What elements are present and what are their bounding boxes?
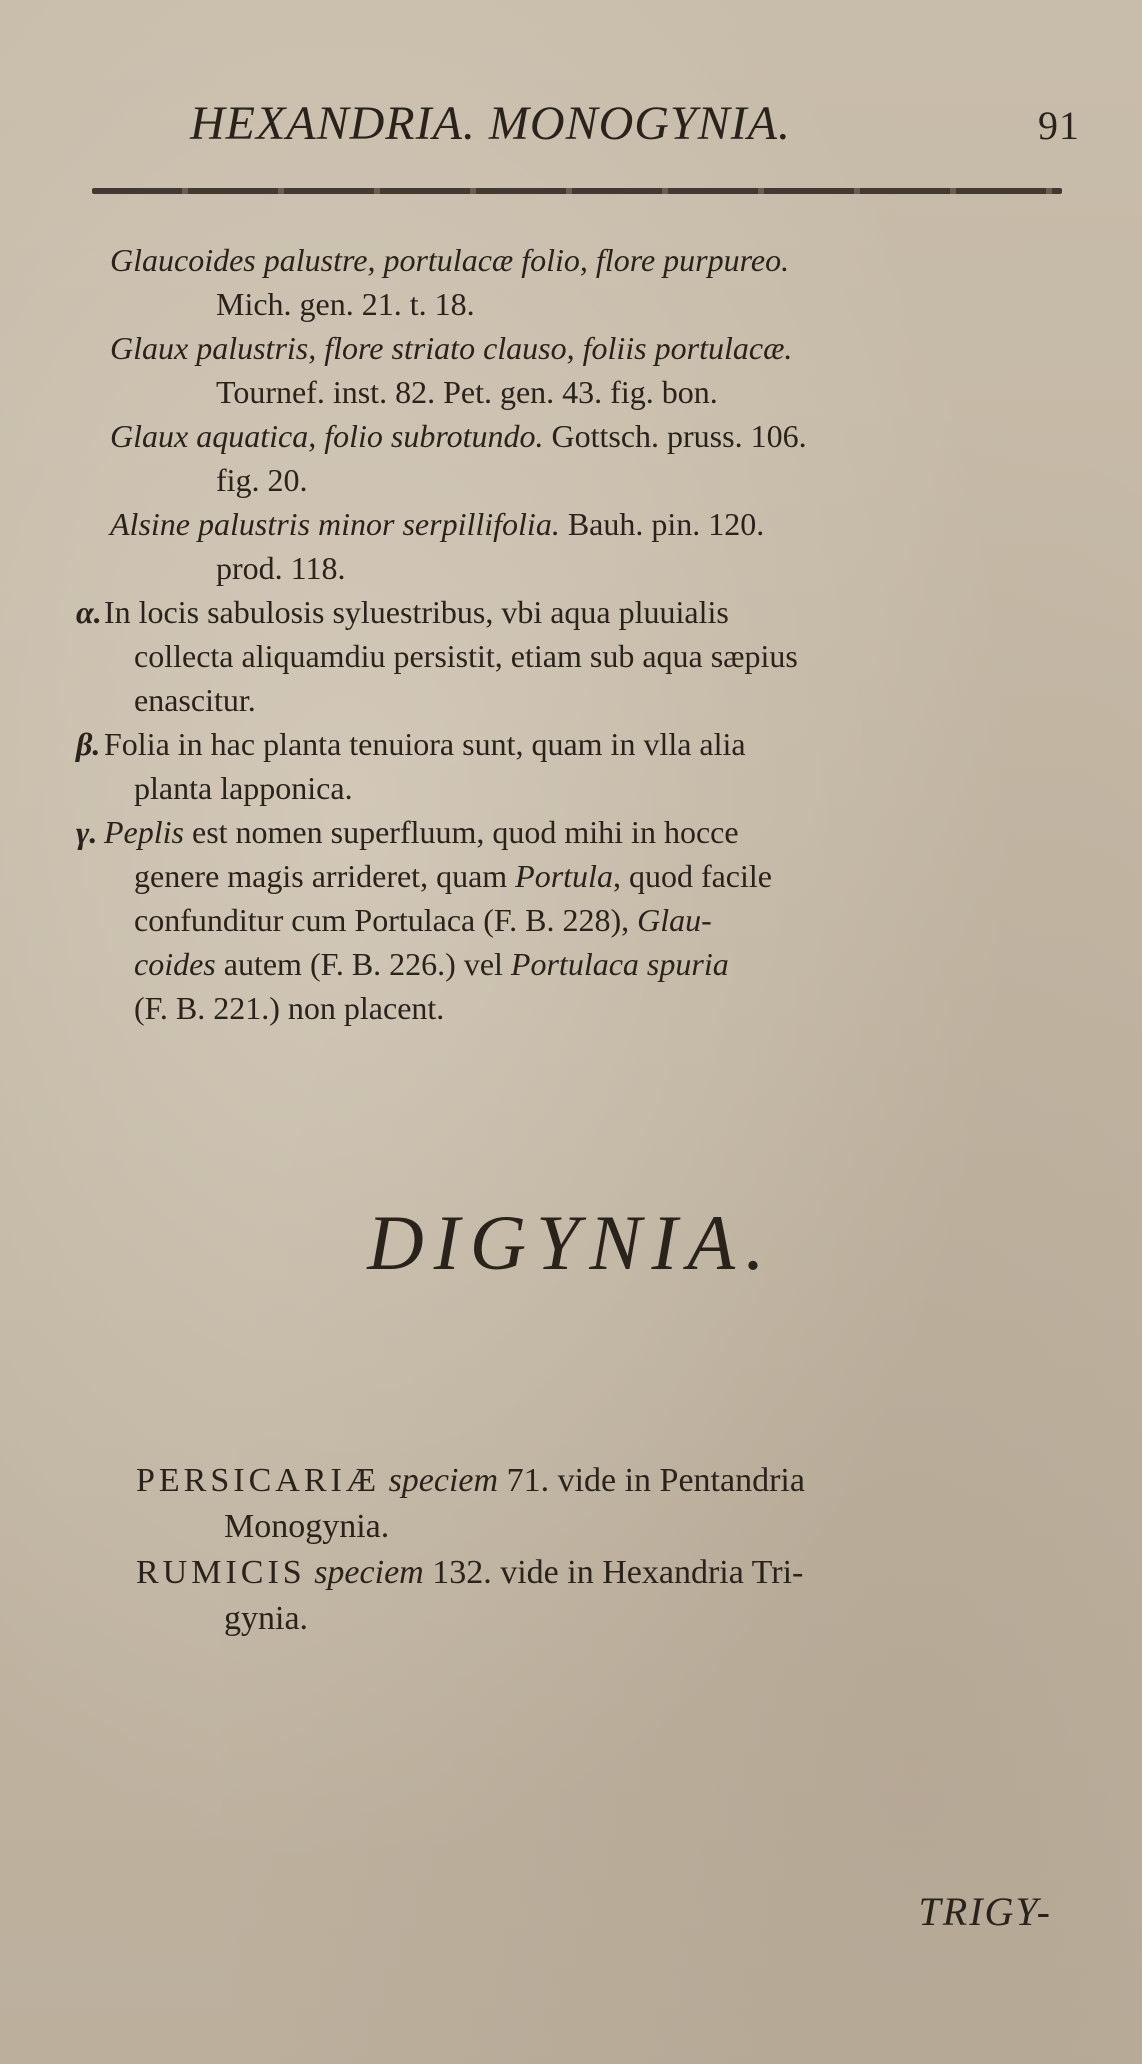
cross-reference: PERSICARIÆ speciem 71. vide in Pentandria Monogynia. [136,1462,805,1545]
genus-name: RUMICIS [136,1554,306,1591]
synonym-reference: Mich. gen. 21. t. 18. [216,286,475,322]
synonym-name: Glaux palustris, flore striato clauso, foliis portulacæ. [110,330,793,366]
note-symbol: γ. [76,814,98,850]
genus-name: PERSICARIÆ [136,1462,381,1499]
running-header [190,96,1080,166]
note-beta: β. Folia in hac planta tenuiora sunt, quam in vlla alia planta lapponica. [110,722,1070,810]
synonym-reference-inline: Bauh. pin. 120. [567,506,765,542]
synonym-entry [110,238,1070,326]
synonym-entry [110,502,1070,590]
catchword: TRIGY- [918,1889,1052,1934]
synonym-name: Glaucoides palustre, portulacæ folio, flore purpureo. [110,242,790,278]
section-title: DIGYNIA. [367,1199,775,1286]
note-symbol: β. [76,726,101,762]
synonym-name: Alsine palustris minor serpillifolia. [110,506,560,542]
cross-references [136,1458,1066,1642]
note-gamma: γ. Peplis est nomen superfluum, quod mihi in hocce genere magis arrideret, quam Portula, quod facile confunditur cum Portulaca (F. B. 228), Glau- coides autem (F. B. 226.) vel Portulaca spuria (F. B. 221.) non placent. [110,810,1070,1030]
synonym-name: Glaux aquatica, folio subrotundo. [110,418,544,454]
header-rule [92,188,1062,194]
synonym-reference: Tournef. inst. 82. Pet. gen. 43. fig. bon. [216,374,718,410]
synonym-reference: prod. 118. [216,550,346,586]
synonym-entry [110,326,1070,414]
synonym-list [76,238,1070,1030]
cross-reference: RUMICIS speciem 132. vide in Hexandria Tri- gynia. [136,1554,804,1637]
note-symbol: α. [76,594,102,630]
synonym-reference-inline: Gottsch. pruss. 106. [551,418,807,454]
page-number: 91 [1038,103,1080,148]
header-title: HEXANDRIA. MONOGYNIA. [190,97,791,150]
synonym-reference: fig. 20. [216,462,308,498]
synonym-entry [110,414,1070,502]
note-alpha: α.In locis sabulosis syluestribus, vbi aqua pluuialis collecta aliquamdiu persistit, etiam sub aqua sæpius enascitur. [110,590,1070,722]
